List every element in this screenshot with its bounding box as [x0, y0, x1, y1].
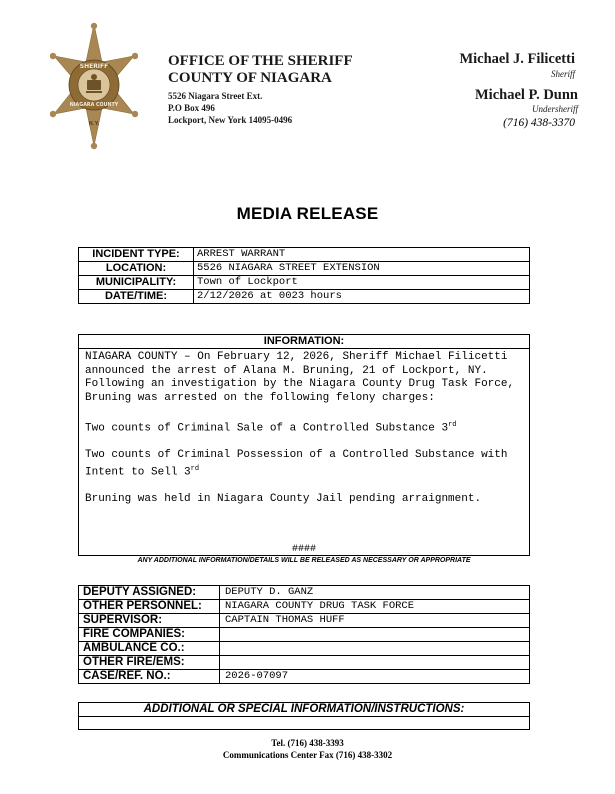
undersheriff-title: Undersheriff [532, 104, 578, 114]
address-po-box: P.O Box 496 [168, 103, 215, 113]
charge-superscript: rd [448, 420, 457, 429]
supervisor-label: SUPERVISOR: [79, 614, 220, 628]
end-of-release-mark: #### [291, 544, 316, 555]
table-row [79, 656, 530, 670]
personnel-table [78, 585, 530, 684]
information-paragraph: NIAGARA COUNTY – On February 12, 2026, Sheriff Michael Filicetti announced the arrest of Alana M. Bruning, 21 of Lockport, NY. Following an investigation by the Niagara County Drug Task Force, Bruning was arrested on the following felony charges: [85, 351, 515, 404]
case-ref-label: CASE/REF. NO.: [79, 670, 220, 684]
other-fire-ems-label: OTHER FIRE/EMS: [79, 656, 220, 670]
table-row [79, 670, 530, 684]
table-row [79, 276, 530, 290]
additional-info-title: ADDITIONAL OR SPECIAL INFORMATION/INSTRUCTIONS: [79, 703, 529, 717]
information-box [78, 334, 530, 556]
charge-superscript: rd [190, 464, 200, 473]
other-fire-ems-value [220, 656, 530, 670]
incident-type-label: INCIDENT TYPE: [79, 248, 194, 262]
charge-text: Two counts of Criminal Possession of a Controlled Substance with Intent to Sell 3 [85, 449, 508, 479]
information-body [79, 349, 529, 507]
table-row [79, 642, 530, 656]
svg-text:N.Y.: N.Y. [88, 121, 100, 127]
incident-table [78, 247, 530, 304]
fire-companies-value [220, 628, 530, 642]
ambulance-label: AMBULANCE CO.: [79, 642, 220, 656]
supervisor-value: CAPTAIN THOMAS HUFF [220, 614, 530, 628]
table-row [79, 290, 530, 304]
municipality-value: Town of Lockport [194, 276, 530, 290]
additional-info-box [78, 702, 530, 730]
footer-tel: Tel. (716) 438-3393 [271, 738, 344, 748]
ambulance-value [220, 642, 530, 656]
charge-line [85, 419, 523, 436]
table-row [79, 586, 530, 600]
svg-text:NIAGARA COUNTY: NIAGARA COUNTY [69, 103, 119, 108]
table-row [79, 628, 530, 642]
undersheriff-name: Michael P. Dunn [475, 87, 578, 103]
additional-info-notice: ANY ADDITIONAL INFORMATION/DETAILS WILL BE RELEASED AS NECESSARY OR APPROPRIATE [137, 557, 471, 564]
sheriff-badge-logo [50, 22, 138, 172]
fire-companies-label: FIRE COMPANIES: [79, 628, 220, 642]
date-time-label: DATE/TIME: [79, 290, 194, 304]
incident-type-value: ARREST WARRANT [194, 248, 530, 262]
page-title: MEDIA RELEASE [236, 204, 379, 223]
charge-line [85, 449, 523, 480]
table-row [79, 262, 530, 276]
information-header: INFORMATION: [79, 335, 529, 349]
address-city: Lockport, New York 14095-0496 [168, 115, 293, 125]
svg-text:SHERIFF: SHERIFF [79, 63, 109, 70]
municipality-label: MUNICIPALITY: [79, 276, 194, 290]
county-title: COUNTY OF NIAGARA [168, 70, 332, 86]
deputy-assigned-label: DEPUTY ASSIGNED: [79, 586, 220, 600]
table-row [79, 600, 530, 614]
location-label: LOCATION: [79, 262, 194, 276]
table-row [79, 614, 530, 628]
case-ref-value: 2026-07097 [220, 670, 530, 684]
office-title: OFFICE OF THE SHERIFF [168, 53, 353, 69]
footer-fax: Communications Center Fax (716) 438-3302 [222, 750, 393, 760]
table-row [79, 248, 530, 262]
information-paragraph: Bruning was held in Niagara County Jail pending arraignment. [85, 493, 482, 506]
date-time-value: 2/12/2026 at 0023 hours [194, 290, 530, 304]
address-street: 5526 Niagara Street Ext. [168, 91, 263, 101]
location-value: 5526 NIAGARA STREET EXTENSION [194, 262, 530, 276]
other-personnel-value: NIAGARA COUNTY DRUG TASK FORCE [220, 600, 530, 614]
sheriff-name: Michael J. Filicetti [459, 51, 575, 67]
sheriff-title: Sheriff [551, 69, 575, 79]
other-personnel-label: OTHER PERSONNEL: [79, 600, 220, 614]
deputy-assigned-value: DEPUTY D. GANZ [220, 586, 530, 600]
charge-text: Two counts of Criminal Sale of a Controlled Substance 3 [85, 422, 449, 435]
officials-phone: (716) 438-3370 [503, 117, 575, 129]
